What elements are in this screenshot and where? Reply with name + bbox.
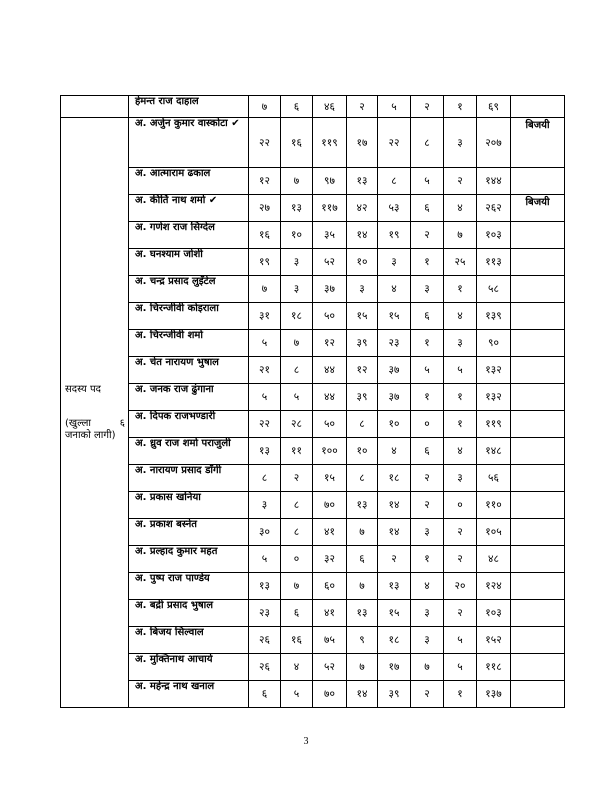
- vote-cell: १: [444, 681, 477, 708]
- vote-cell: १९: [378, 222, 411, 249]
- total-cell: ५६: [477, 465, 511, 492]
- vote-cell: ८: [378, 168, 411, 195]
- table-row: [61, 276, 565, 303]
- vote-cell: १८: [378, 627, 411, 654]
- vote-cell: २: [281, 465, 313, 492]
- vote-cell: ५०: [313, 411, 347, 438]
- table-row: [61, 681, 565, 708]
- status-cell: [511, 168, 565, 195]
- vote-cell: ८: [281, 492, 313, 519]
- vote-cell: ७: [249, 276, 281, 303]
- vote-cell: १६: [249, 222, 281, 249]
- candidate-name: अ. ध्रुव राज शर्मा पराजुली: [135, 438, 231, 449]
- vote-cell: ६: [281, 96, 313, 118]
- vote-cell: ३: [444, 118, 477, 168]
- vote-cell: २१: [249, 357, 281, 384]
- post-sub-rest: जनाको लागी): [65, 429, 116, 441]
- vote-cell: १०: [281, 222, 313, 249]
- vote-cell: ३२: [313, 546, 347, 573]
- vote-cell: १: [411, 330, 444, 357]
- total-cell: १३७: [477, 681, 511, 708]
- vote-cell: ९: [347, 627, 378, 654]
- status-cell: [511, 357, 565, 384]
- candidate-name: अ. चन्द्र प्रसाद लुइँटेल: [135, 276, 216, 287]
- vote-cell: २: [378, 546, 411, 573]
- vote-cell: ४: [444, 195, 477, 222]
- table-row: [61, 627, 565, 654]
- vote-cell: ३: [347, 276, 378, 303]
- vote-cell: १०: [347, 249, 378, 276]
- vote-cell: ४: [378, 276, 411, 303]
- vote-cell: १४: [347, 681, 378, 708]
- status-cell: बिजयी: [511, 195, 565, 222]
- candidate-name-cell: [129, 330, 249, 357]
- vote-cell: १५: [347, 303, 378, 330]
- vote-cell: ५: [411, 168, 444, 195]
- vote-cell: ५२: [313, 249, 347, 276]
- vote-cell: ५: [444, 654, 477, 681]
- vote-cell: २: [411, 222, 444, 249]
- vote-cell: ४: [444, 303, 477, 330]
- vote-cell: ७५: [313, 627, 347, 654]
- vote-cell: ०: [444, 492, 477, 519]
- vote-cell: १२: [347, 357, 378, 384]
- candidate-name: अ. कीर्ति नाथ शर्मा: [135, 195, 206, 206]
- vote-cell: २२: [249, 411, 281, 438]
- candidate-name-cell: [129, 357, 249, 384]
- checkmark-icon: ✔: [208, 195, 218, 206]
- status-cell: [511, 222, 565, 249]
- results-table: [60, 95, 565, 708]
- status-cell: [511, 96, 565, 118]
- vote-cell: ७: [281, 168, 313, 195]
- checkmark-icon: ✔: [231, 118, 240, 129]
- post-cell: [61, 118, 129, 708]
- vote-cell: ५: [249, 546, 281, 573]
- status-cell: बिजयी: [511, 118, 565, 168]
- candidate-name: अ. नारायण प्रसाद डाँगी: [135, 465, 222, 476]
- vote-cell: १२: [313, 330, 347, 357]
- vote-cell: १५: [378, 303, 411, 330]
- total-cell: १२४: [477, 573, 511, 600]
- status-cell: [511, 303, 565, 330]
- vote-cell: १९: [249, 249, 281, 276]
- vote-cell: १४: [347, 222, 378, 249]
- total-cell: १३२: [477, 384, 511, 411]
- vote-cell: २: [444, 600, 477, 627]
- candidate-name-cell: [129, 276, 249, 303]
- vote-cell: १: [444, 411, 477, 438]
- vote-cell: २: [411, 681, 444, 708]
- status-cell: [511, 438, 565, 465]
- vote-cell: ८: [281, 519, 313, 546]
- candidate-name-cell: [129, 195, 249, 222]
- vote-cell: १७: [378, 654, 411, 681]
- vote-cell: २: [411, 465, 444, 492]
- candidate-name: अ. बिजय सिल्वाल: [135, 627, 204, 638]
- candidate-name-cell: [129, 519, 249, 546]
- vote-cell: ३९: [347, 384, 378, 411]
- vote-cell: ४४: [313, 357, 347, 384]
- candidate-name: अ. पुष्प राज पाण्डेय: [135, 573, 210, 584]
- vote-cell: १: [411, 249, 444, 276]
- vote-cell: ५: [411, 357, 444, 384]
- vote-cell: ७: [347, 519, 378, 546]
- status-cell: [511, 276, 565, 303]
- vote-cell: ६: [347, 546, 378, 573]
- vote-cell: १३: [347, 600, 378, 627]
- vote-cell: ७: [411, 654, 444, 681]
- vote-cell: १३: [378, 573, 411, 600]
- vote-cell: १: [411, 546, 444, 573]
- post-title: सदस्य पद: [65, 383, 101, 395]
- table-row: [61, 654, 565, 681]
- vote-cell: ४६: [313, 96, 347, 118]
- total-cell: ५८: [477, 276, 511, 303]
- vote-cell: ७: [444, 222, 477, 249]
- status-cell: [511, 600, 565, 627]
- vote-cell: २२: [249, 118, 281, 168]
- vote-cell: १५: [313, 465, 347, 492]
- status-cell: [511, 654, 565, 681]
- vote-cell: ५: [249, 330, 281, 357]
- vote-cell: ४: [444, 438, 477, 465]
- candidate-name: अ. प्रकाश बस्नेत: [135, 519, 197, 530]
- vote-cell: ३७: [378, 357, 411, 384]
- vote-cell: ११७: [313, 195, 347, 222]
- candidate-name-cell: [129, 681, 249, 708]
- blank-cell: [61, 96, 129, 118]
- results-body: [61, 96, 565, 708]
- vote-cell: ५: [444, 357, 477, 384]
- vote-cell: ११: [281, 438, 313, 465]
- table-row: [61, 168, 565, 195]
- vote-cell: १४: [378, 519, 411, 546]
- vote-cell: ८: [347, 411, 378, 438]
- vote-cell: ३७: [378, 384, 411, 411]
- total-cell: ११०: [477, 492, 511, 519]
- total-cell: १३९: [477, 303, 511, 330]
- status-cell: [511, 546, 565, 573]
- candidate-name: अ. अर्जुन कुमार वास्कोटा: [135, 118, 228, 129]
- vote-cell: १८: [378, 465, 411, 492]
- total-cell: ११३: [477, 249, 511, 276]
- vote-cell: १३: [347, 492, 378, 519]
- vote-cell: ४२: [347, 195, 378, 222]
- vote-cell: २: [444, 519, 477, 546]
- vote-cell: ६: [249, 681, 281, 708]
- table-row: [61, 357, 565, 384]
- vote-cell: ०: [411, 411, 444, 438]
- vote-cell: ३: [444, 465, 477, 492]
- table-row: [61, 600, 565, 627]
- vote-cell: ३: [249, 492, 281, 519]
- table-row: [61, 492, 565, 519]
- vote-cell: १५: [378, 600, 411, 627]
- table-row: [61, 330, 565, 357]
- vote-cell: ७: [347, 573, 378, 600]
- table-row: [61, 573, 565, 600]
- vote-cell: २३: [249, 600, 281, 627]
- candidate-name-cell: [129, 438, 249, 465]
- vote-cell: १: [444, 384, 477, 411]
- total-cell: २०७: [477, 118, 511, 168]
- total-cell: १०५: [477, 519, 511, 546]
- vote-cell: १७: [347, 118, 378, 168]
- vote-cell: १: [444, 276, 477, 303]
- total-cell: ९०: [477, 330, 511, 357]
- candidate-name-cell: [129, 303, 249, 330]
- vote-cell: ६: [411, 195, 444, 222]
- vote-cell: १: [444, 96, 477, 118]
- vote-cell: ५: [281, 681, 313, 708]
- vote-cell: ३५: [313, 222, 347, 249]
- candidate-name: अ. चेत नारायण भुषाल: [135, 357, 219, 368]
- candidate-name-cell: [129, 222, 249, 249]
- vote-cell: १८: [281, 303, 313, 330]
- table-row: [61, 195, 565, 222]
- vote-cell: ३७: [313, 276, 347, 303]
- vote-cell: ३९: [378, 681, 411, 708]
- total-cell: ११८: [477, 654, 511, 681]
- vote-cell: ८: [281, 357, 313, 384]
- candidate-name: अ. चिरन्जीवी शर्मा: [135, 330, 203, 341]
- vote-cell: ४: [378, 438, 411, 465]
- vote-cell: ३: [378, 249, 411, 276]
- vote-cell: ९७: [313, 168, 347, 195]
- vote-cell: ६: [411, 303, 444, 330]
- vote-cell: ३: [281, 276, 313, 303]
- vote-cell: ५: [281, 384, 313, 411]
- vote-cell: १३: [249, 573, 281, 600]
- vote-cell: २: [411, 492, 444, 519]
- vote-cell: १: [411, 384, 444, 411]
- vote-cell: ८: [347, 465, 378, 492]
- candidate-name: अ. महेन्द्र नाथ खनाल: [135, 681, 215, 692]
- vote-cell: ८: [249, 465, 281, 492]
- vote-cell: १०: [347, 438, 378, 465]
- vote-cell: ७: [281, 330, 313, 357]
- vote-cell: ४१: [313, 519, 347, 546]
- vote-cell: ३९: [347, 330, 378, 357]
- table-row: [61, 222, 565, 249]
- candidate-name: अ. चिरन्जीवी कोइराला: [135, 303, 219, 314]
- vote-cell: ६०: [313, 573, 347, 600]
- status-cell: [511, 384, 565, 411]
- vote-cell: १००: [313, 438, 347, 465]
- post-sub-count: ६: [119, 417, 125, 429]
- total-cell: १०३: [477, 600, 511, 627]
- vote-cell: २: [444, 546, 477, 573]
- vote-cell: ३०: [249, 519, 281, 546]
- candidate-name-cell: [129, 546, 249, 573]
- table-row: [61, 118, 565, 168]
- candidate-name: अ. जनक राज ढुंगाना: [135, 384, 214, 395]
- table-row: [61, 249, 565, 276]
- vote-cell: १०: [378, 411, 411, 438]
- total-cell: १०३: [477, 222, 511, 249]
- table-row: [61, 438, 565, 465]
- candidate-name: अ. बद्री प्रसाद भुषाल: [135, 600, 214, 611]
- candidate-name: हेमन्त राज दाहाल: [129, 96, 249, 118]
- candidate-name-cell: [129, 118, 249, 168]
- vote-cell: ७: [281, 573, 313, 600]
- candidate-name-cell: [129, 384, 249, 411]
- vote-cell: ५०: [313, 303, 347, 330]
- vote-cell: ६: [411, 438, 444, 465]
- candidate-name-cell: [129, 600, 249, 627]
- vote-cell: १६: [281, 627, 313, 654]
- vote-cell: २: [411, 96, 444, 118]
- total-cell: १५२: [477, 627, 511, 654]
- candidate-name: अ. गणेश राज सिग्देल: [135, 222, 215, 233]
- vote-cell: २६: [249, 627, 281, 654]
- vote-cell: २: [444, 168, 477, 195]
- vote-cell: २२: [378, 118, 411, 168]
- vote-cell: १३: [281, 195, 313, 222]
- vote-cell: ०: [281, 546, 313, 573]
- vote-cell: ७०: [313, 681, 347, 708]
- vote-cell: १३: [347, 168, 378, 195]
- status-cell: [511, 573, 565, 600]
- vote-cell: ३: [411, 600, 444, 627]
- status-cell: [511, 627, 565, 654]
- candidate-name-cell: [129, 627, 249, 654]
- candidate-name-cell: [129, 411, 249, 438]
- status-cell: [511, 411, 565, 438]
- vote-cell: ५२: [313, 654, 347, 681]
- post-subtitle: [65, 418, 125, 442]
- vote-cell: २५: [444, 249, 477, 276]
- vote-cell: २०: [444, 573, 477, 600]
- vote-cell: २८: [281, 411, 313, 438]
- total-cell: ६९: [477, 96, 511, 118]
- table-row: [61, 465, 565, 492]
- vote-cell: ३: [444, 330, 477, 357]
- total-cell: १४८: [477, 438, 511, 465]
- post-sub-open: (खुल्ला: [65, 417, 91, 429]
- status-cell: [511, 330, 565, 357]
- page-number: 3: [303, 736, 309, 747]
- vote-cell: १२: [249, 168, 281, 195]
- vote-cell: ५: [444, 627, 477, 654]
- vote-cell: ६: [281, 600, 313, 627]
- total-cell: ११९: [477, 411, 511, 438]
- table-row: [61, 303, 565, 330]
- table-row: [61, 519, 565, 546]
- status-cell: [511, 681, 565, 708]
- total-cell: १३२: [477, 357, 511, 384]
- vote-cell: ५: [378, 96, 411, 118]
- candidate-name-cell: [129, 249, 249, 276]
- vote-cell: २३: [378, 330, 411, 357]
- vote-cell: ४: [411, 573, 444, 600]
- table-row: [61, 411, 565, 438]
- candidate-name: अ. मुक्तिनाथ आचार्य: [135, 654, 213, 665]
- candidate-name: अ. प्रकास खनिया: [135, 492, 201, 503]
- candidate-name: अ. घनश्याम जोशी: [135, 249, 203, 260]
- vote-cell: ७०: [313, 492, 347, 519]
- status-cell: [511, 492, 565, 519]
- table-row: [61, 96, 565, 118]
- vote-cell: १३: [249, 438, 281, 465]
- vote-cell: १६: [281, 118, 313, 168]
- candidate-name-cell: [129, 654, 249, 681]
- candidate-name: अ. प्रल्हाद कुमार महत: [135, 546, 218, 557]
- candidate-name-cell: [129, 492, 249, 519]
- vote-cell: ७: [347, 654, 378, 681]
- candidate-name-cell: [129, 168, 249, 195]
- vote-cell: ३: [411, 519, 444, 546]
- total-cell: २६२: [477, 195, 511, 222]
- total-cell: १४४: [477, 168, 511, 195]
- vote-cell: ११९: [313, 118, 347, 168]
- vote-cell: २६: [249, 654, 281, 681]
- candidate-name-cell: [129, 465, 249, 492]
- candidate-name: अ. दिपक राजभण्डारी: [135, 411, 216, 422]
- status-cell: [511, 465, 565, 492]
- status-cell: [511, 249, 565, 276]
- candidate-name-cell: [129, 573, 249, 600]
- vote-cell: ८: [411, 118, 444, 168]
- vote-cell: ७: [249, 96, 281, 118]
- table-row: [61, 384, 565, 411]
- vote-cell: १४: [378, 492, 411, 519]
- status-cell: [511, 519, 565, 546]
- vote-cell: ४४: [313, 384, 347, 411]
- vote-cell: ४: [281, 654, 313, 681]
- candidate-name: अ. आत्माराम ढकाल: [135, 168, 211, 179]
- vote-cell: ३१: [249, 303, 281, 330]
- vote-cell: २७: [249, 195, 281, 222]
- vote-cell: ३: [281, 249, 313, 276]
- vote-cell: ३: [411, 627, 444, 654]
- vote-cell: ३: [411, 276, 444, 303]
- vote-cell: ४१: [313, 600, 347, 627]
- total-cell: ४८: [477, 546, 511, 573]
- vote-cell: २: [347, 96, 378, 118]
- vote-cell: ५: [249, 384, 281, 411]
- vote-cell: ५३: [378, 195, 411, 222]
- table-row: [61, 546, 565, 573]
